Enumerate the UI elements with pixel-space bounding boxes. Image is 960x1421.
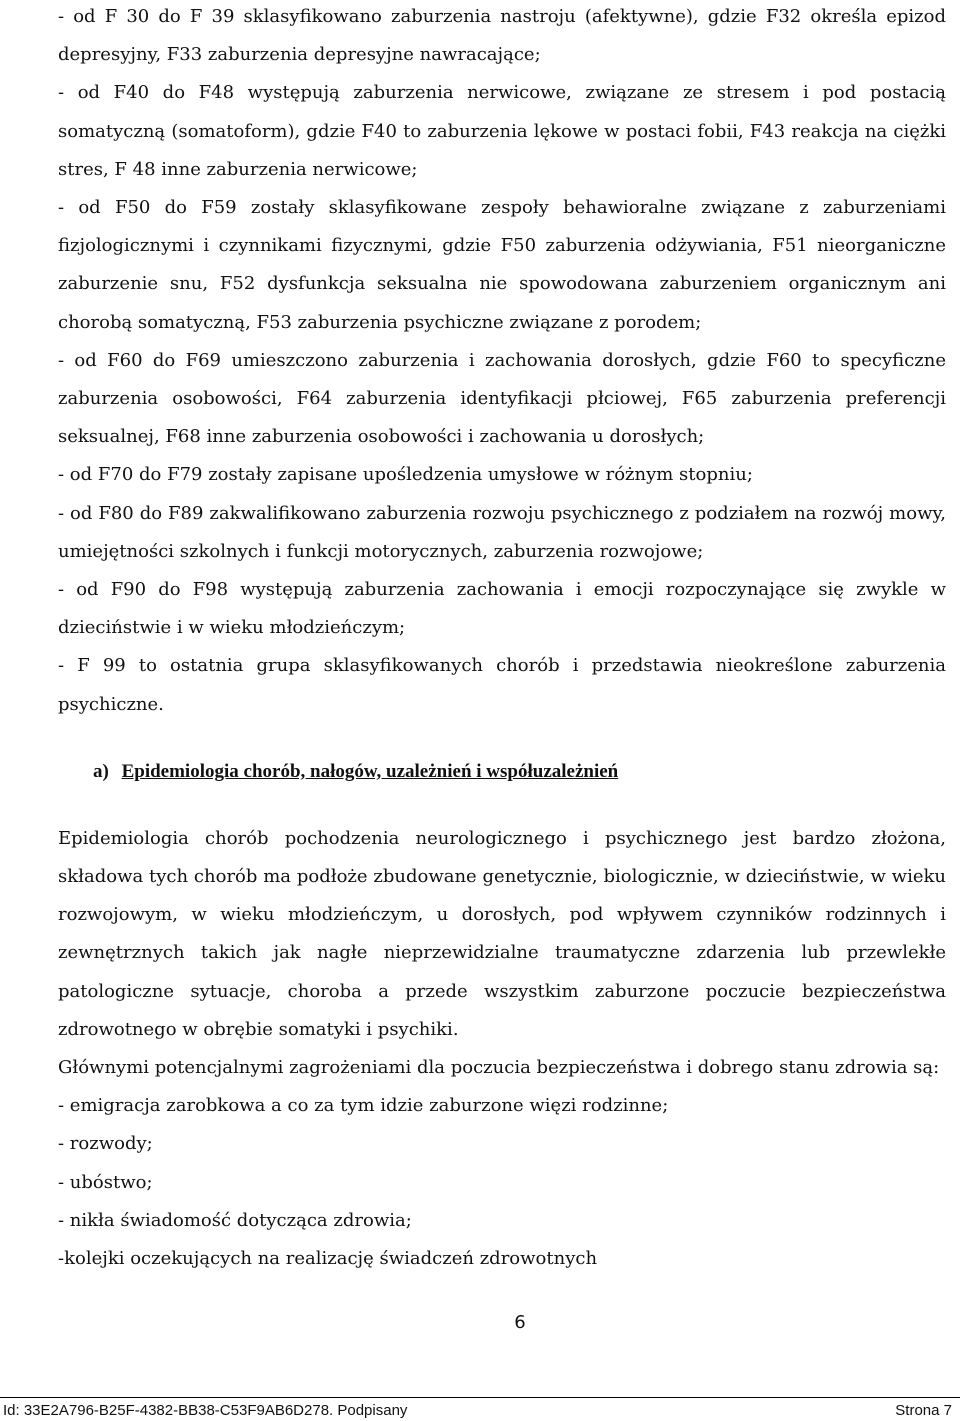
list-item: - rozwody; (58, 1133, 153, 1155)
list-item: -kolejki oczekujących na realizację świadczeń zdrowotnych (58, 1248, 598, 1270)
list-item: - ubóstwo; (58, 1171, 153, 1193)
section-heading (93, 753, 946, 791)
footer-document-id: Id: 33E2A796-B25F-4382-BB38-C53F9AB6D278. Podpisany (3, 1402, 408, 1419)
footer-divider (0, 1397, 960, 1398)
paragraph-f90-f98: - od F90 do F98 występują zaburzenia zachowania i emocji rozpoczynające się zwykle w dzieciństwie i w wieku młodzieńczym; (58, 579, 946, 639)
paragraph-f40-f48: - od F40 do F48 występują zaburzenia nerwicowe, związane ze stresem i pod postacią somatyczną (somatoform), gdzie F40 to zaburzenia lękowe w postaci fobii, F43 reakcja na ciężki stres, F 48 inne zaburzenia nerwicowe; (58, 82, 946, 180)
paragraph-f30-f39: - od F 30 do F 39 sklasyfikowano zaburzenia nastroju (afektywne), gdzie F32 określa epizod depresyjny, F33 zaburzenia depresyjne nawracające; (58, 6, 946, 66)
page-number-container (0, 1312, 960, 1333)
paragraph-f60-f69: - od F60 do F69 umieszczono zaburzenia i zachowania dorosłych, gdzie F60 to specyficzne zaburzenia osobowości, F64 zaburzenia identyfikacji płciowej, F65 zaburzenia preferencji seksualnej, F68 inne zaburzenia osobowości i zachowania u dorosłych; (58, 349, 946, 448)
section-heading-label: a) (93, 760, 109, 782)
page-number: 6 (514, 1312, 526, 1333)
threats-list (58, 1087, 946, 1278)
paragraph-f70-f79: - od F70 do F79 zostały zapisane upośledzenia umysłowe w różnym stopniu; (58, 464, 753, 486)
section-heading-text: Epidemiologia chorób, nałogów, uzależnień i współuzależnień (121, 760, 619, 782)
list-item: - nikła świadomość dotycząca zdrowia; (58, 1209, 412, 1231)
paragraph-f80-f89: - od F80 do F89 zakwalifikowano zaburzenia rozwoju psychicznego z podziałem na rozwój mowy, umiejętności szkolnych i funkcji motorycznych, zaburzenia rozwojowe; (58, 502, 946, 562)
list-item: - emigracja zarobkowa a co za tym idzie zaburzone więzi rodzinne; (58, 1095, 669, 1117)
paragraph-threats-intro: Głównymi potencjalnymi zagrożeniami dla poczucia bezpieczeństwa i dobrego stanu zdrowia są: (58, 1057, 940, 1079)
paragraph-f50-f59: - od F50 do F59 zostały sklasyfikowane zespoły behawioralne związane z zaburzeniami fizjologicznymi i czynnikami fizycznymi, gdzie F50 zaburzenia odżywiania, F51 nieorganiczne zaburzenie snu, F52 dysfunkcja seksualna nie spowodowana zaburzeniem organicznym ani chorobą somatyczną, F53 zaburzenia psychiczne związane z porodem; (58, 197, 946, 333)
paragraph-epidemiology: Epidemiologia chorób pochodzenia neurologicznego i psychicznego jest bardzo złożona, składowa tych chorób ma podłoże zbudowane genetycznie, biologicznie, w dzieciństwie, w wieku rozwojowym, w wieku młodzieńczym, u dorosłych, pod wpływem czynników rodzinnych i zewnętrznych takich jak nagłe nieprzewidzialne traumatyczne zdarzenia lub przewlekłe patologiczne sytuacje, choroba a przede wszystkim zaburzone poczucie bezpieczeństwa zdrowotnego w obrębie somatyki i psychiki. (58, 827, 946, 1040)
footer-page-label: Strona 7 (895, 1402, 952, 1419)
paragraph-f99: - F 99 to ostatnia grupa sklasyfikowanych chorób i przedstawia nieokreślone zaburzenia psychiczne. (58, 655, 946, 715)
document-body (58, 0, 946, 1278)
